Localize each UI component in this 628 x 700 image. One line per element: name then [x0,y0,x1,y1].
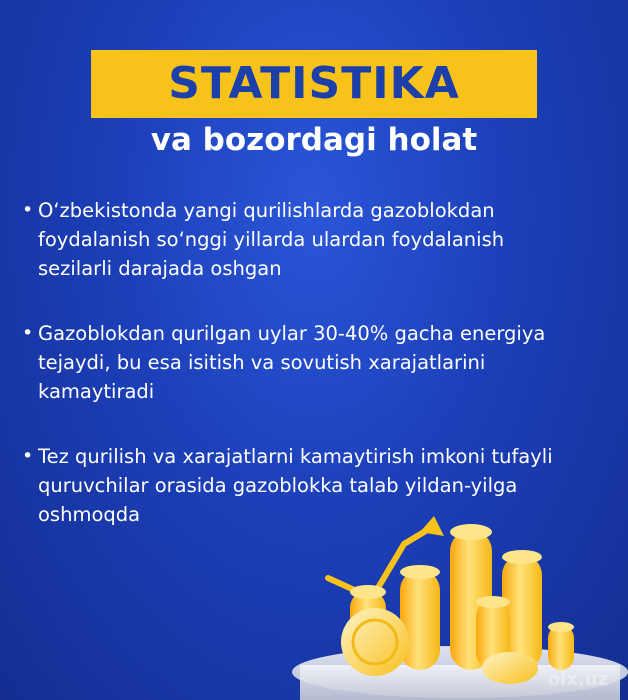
bullet-item [22,196,582,283]
title-banner [91,50,537,118]
watermark: olx.uz [547,669,608,690]
bullet-text: Tez qurilish va xarajatlarni kamaytirish imkoni tufayli quruvchilar orasida gazoblokka talab yildan-yilga oshmoqda [38,445,553,526]
bullet-dot-icon: • [22,445,34,467]
bullet-dot-icon: • [22,199,34,221]
bullet-text: Gazoblokdan qurilgan uylar 30-40% gacha energiya tejaydi, bu esa isitish va sovutish xarajatlarini kamaytiradi [38,322,546,403]
bullet-item [22,319,582,406]
poster-title: STATISTIKA [168,58,460,109]
poster-subtitle: va bozordagi holat [150,122,478,158]
bullet-text: O‘zbekistonda yangi qurilishlarda gazoblokdan foydalanish so‘nggi yillarda ulardan foydalanish sezilarli darajada oshgan [38,199,505,280]
bullet-dot-icon: • [22,322,34,344]
